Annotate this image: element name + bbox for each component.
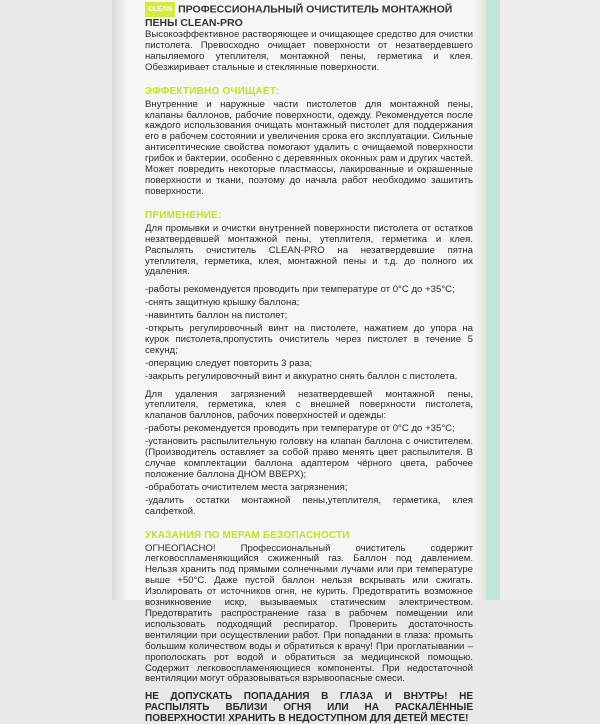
usage-step: -установить распылительную головку на клапан баллона с очистителем. (Производитель оставляет за собой право менять цвет распылителя. В случае комплектации баллона адаптером чёрного цвета, рабочее положение баллона ДНОМ ВВЕРХ);	[145, 436, 473, 480]
title-text: ПРОФЕССИОНАЛЬНЫЙ ОЧИСТИТЕЛЬ МОНТАЖНОЙ ПЕНЫ CLEAN-PRO	[145, 3, 453, 29]
section-heading-usage: ПРИМЕНЕНИЕ:	[145, 209, 222, 221]
product-title	[145, 2, 473, 30]
usage-step: -снять защитную крышку баллона;	[145, 297, 300, 309]
usage-step: -удалить остатки монтажной пены,утеплителя, герметика, клея салфеткой.	[145, 494, 473, 517]
section-heading-cleans: ЭФФЕКТИВНО ОЧИЩАЕТ:	[145, 85, 280, 97]
usage-intro-2: Для удаления загрязнений незатвердевшей монтажной пены, утеплителя, герметика, клея с внешней поверхности пистолета, клапанов баллонов, рабочих поверхностей и одежды:	[145, 388, 473, 422]
usage-intro: Для промывки и очистки внутренней поверхности пистолета от остатков незатвердевшей монтажной пены, утеплителя, герметика и клея. Распылять очиститель CLEAN-PRO на незатвердевшие пятна утеплителя, герметика, клея, монтажной пены и т.д. до полного их удаления.	[145, 222, 473, 278]
intro-text: Высокоэффективное растворяющее и очищающее средство для очистки пистолета. Превосходно очищает поверхности от незатвердевшего напыляемого утеплителя, монтажной пены, герметика и клея. Обезжиривает стальные и стеклянные поверхности.	[145, 29, 473, 73]
bottle-edge-left	[112, 0, 128, 600]
bottle-green-strip	[486, 0, 500, 600]
background-right	[500, 0, 600, 600]
safety-text: ОГНЕОПАСНО! Профессиональный очиститель содержит легковоспламеняющийся сжиженный газ. Баллон под давлением. Нельзя хранить под прямыми солнечными лучами или при температуре выше +50°C. Даже пустой баллон нельзя вскрывать или сжигать. Изолировать от источников огня, не курить. Предотвратить возможное возникновение искр, вызываемых статическим электричеством. Предотвратить распространение газа в рабочем помещении или использовать подходящий респиратор. Проверить достаточность вентиляции при осуществлении работ. При попадании в глаза: промыть большим количеством воды и обратиться к врачу! При проглатывании – прополоскать рот водой и обратиться за медицинской помощью. Содержит легковоспламеняющиеся компоненты. При недостаточной вентиляции могут образовываться взрывоопасные смеси.	[145, 542, 473, 685]
label-text	[145, 2, 473, 724]
section-heading-safety: УКАЗАНИЯ ПО МЕРАМ БЕЗОПАСНОСТИ	[145, 529, 350, 541]
brand-badge: CLEAN	[145, 2, 175, 17]
safety-warning: НЕ ДОПУСКАТЬ ПОПАДАНИЯ В ГЛАЗА И ВНУТРЬ! НЕ РАСПЫЛЯТЬ ВБЛИЗИ ОГНЯ ИЛИ НА РАСКАЛЁННЫЕ ПОВЕРХНОСТИ! ХРАНИТЬ В НЕДОСТУПНОМ ДЛЯ ДЕТЕЙ МЕСТЕ!	[145, 691, 473, 724]
usage-step: -открыть регулировочный винт на пистолете, нажатием до упора на курок пистолета,пропустить очиститель через пистолет в течение 5 секунд;	[145, 323, 473, 356]
usage-step: -операцию следует повторить 3 раза;	[145, 357, 313, 369]
usage-step: -работы рекомендуется проводить при температуре от 0°C до +35°C;	[145, 423, 455, 435]
section-text-cleans: Внутренние и наружные части пистолетов для монтажной пены, клапаны баллонов, рабочие поверхности, одежду. Рекомендуется после каждого использования очищать монтажный пистолет для поддержания его в рабочем состоянии и увеличения срока его эксплуатации. Сильные антисептические свойства помогают удалить с очищаемой поверхности грибок и бактерии, особенно с деревянных оконных рам и других частей. Может повредить некоторые пластмассы, лакированные и окрашенные поверхности и ткани, поэтому до начала работ необходимо зашитить поверхности.	[145, 98, 473, 197]
usage-step: -работы рекомендуется проводить при температуре от 0°C до +35°C;	[145, 284, 455, 296]
usage-step: -навинтить баллон на пистолет;	[145, 310, 288, 322]
usage-step: -закрыть регулировочный винт и аккуратно снять баллон с пистолета.	[145, 370, 458, 382]
usage-step: -обработать очистителем места загрязнения;	[145, 481, 348, 493]
